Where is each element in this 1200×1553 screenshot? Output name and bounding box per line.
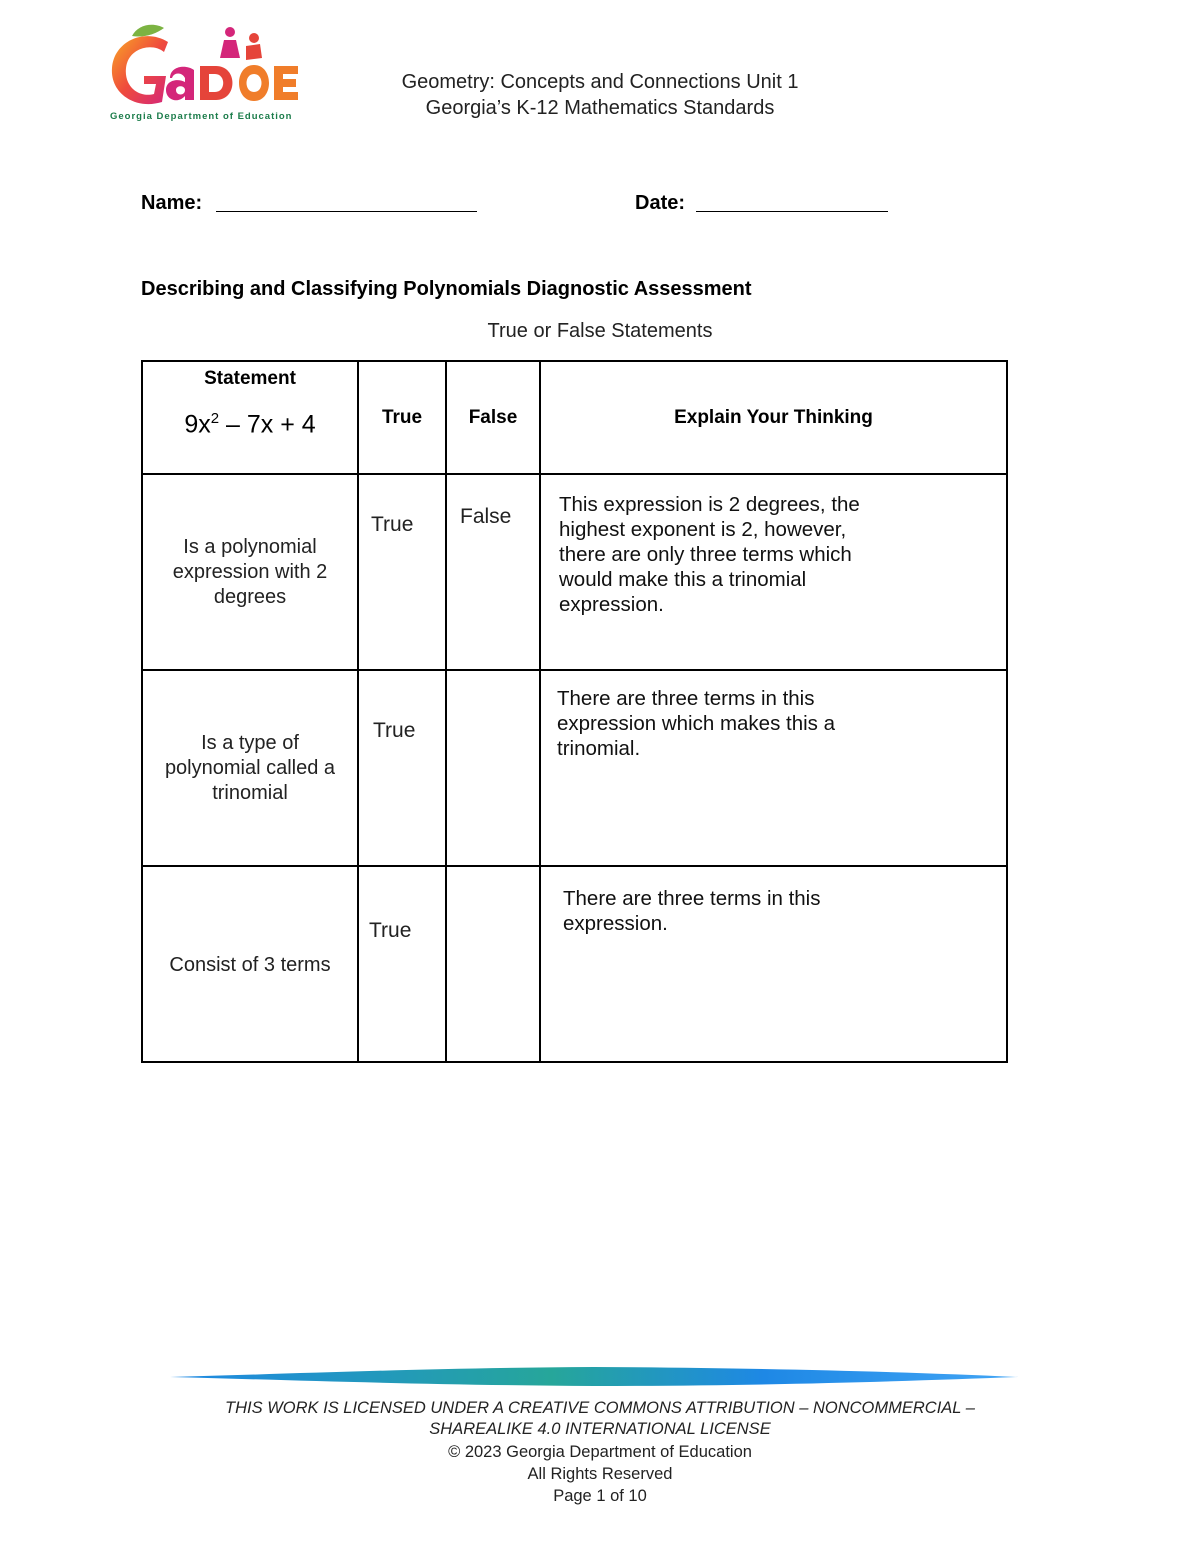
statements-table — [141, 360, 1006, 1054]
polynomial-expression — [143, 410, 357, 439]
true-answer-cell[interactable] — [358, 670, 446, 866]
true-answer: True — [373, 719, 416, 742]
statement-cell: Is a polynomial expression with 2 degrees — [142, 474, 358, 670]
table-row — [142, 670, 1007, 866]
header-statement-label: Statement — [204, 368, 296, 389]
header-explain: Explain Your Thinking — [540, 361, 1007, 474]
header-false: False — [446, 361, 540, 474]
explanation-cell[interactable] — [540, 474, 1007, 670]
true-answer: True — [371, 513, 414, 536]
license-line-2: SHAREALIKE 4.0 INTERNATIONAL LICENSE — [429, 1420, 771, 1438]
logo-tagline: Georgia Department of Education — [110, 111, 293, 122]
true-answer: True — [369, 919, 412, 942]
expression-exponent: 2 — [210, 410, 220, 427]
table-row — [142, 474, 1007, 670]
explanation-cell[interactable] — [540, 670, 1007, 866]
explanation-text: There are three terms in this expression. — [563, 887, 821, 935]
standards-title: Georgia’s K-12 Mathematics Standards — [425, 97, 775, 119]
false-answer: False — [460, 505, 512, 528]
footer-divider — [170, 1362, 1018, 1392]
true-answer-cell[interactable] — [358, 474, 446, 670]
explanation-text: There are three terms in this expression which makes this a trinomial. — [557, 687, 836, 760]
page-number: Page 1 of 10 — [553, 1487, 647, 1505]
statement-text: Consist of 3 terms — [169, 954, 331, 976]
header-statement — [142, 361, 358, 474]
false-answer-cell[interactable] — [446, 670, 540, 866]
explanation-cell[interactable] — [540, 866, 1007, 1062]
false-answer-cell[interactable] — [446, 474, 540, 670]
copyright: © 2023 Georgia Department of Education — [448, 1443, 752, 1461]
explanation-text: This expression is 2 degrees, the highest exponent is 2, however, there are only three terms which would make this a trinomial expression. — [559, 493, 860, 616]
name-label: Name: — [141, 192, 203, 214]
header-true: True — [358, 361, 446, 474]
date-label: Date: — [635, 192, 686, 214]
statement-cell — [142, 866, 358, 1062]
license-line-1: THIS WORK IS LICENSED UNDER A CREATIVE COMMONS ATTRIBUTION – NONCOMMERCIAL – — [225, 1399, 975, 1417]
true-answer-cell[interactable] — [358, 866, 446, 1062]
assessment-subtitle: True or False Statements — [487, 320, 713, 342]
course-title: Geometry: Concepts and Connections Unit 1 — [401, 71, 799, 93]
table-row — [142, 866, 1007, 1062]
assessment-title: Describing and Classifying Polynomials Diagnostic Assessment — [141, 278, 752, 300]
table-header-row — [142, 361, 1007, 474]
date-field[interactable] — [696, 211, 888, 212]
false-answer-cell[interactable] — [446, 866, 540, 1062]
expression-base: 9x — [184, 410, 211, 439]
statement-cell: Is a type of polynomial called a trinomial — [142, 670, 358, 866]
expression-rest: – 7x + 4 — [219, 410, 316, 439]
name-field[interactable] — [216, 211, 477, 212]
rights-reserved: All Rights Reserved — [527, 1465, 673, 1483]
